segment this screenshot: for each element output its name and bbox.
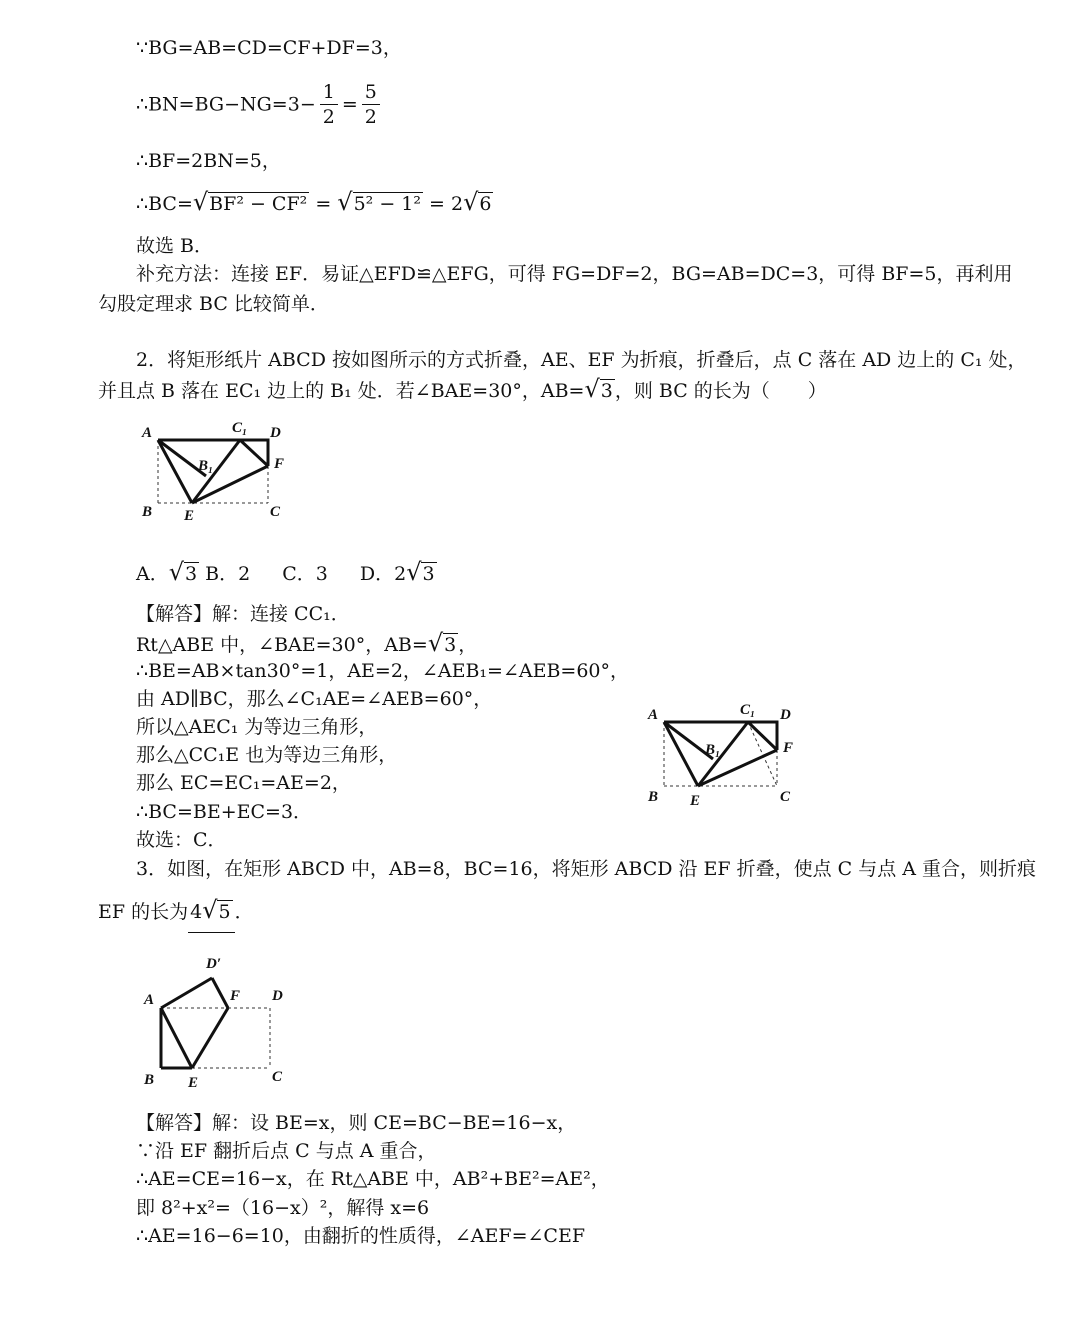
problem3-solution-5: ∴AE=16−6=10，由翻折的性质得，∠AEF=∠CEF	[136, 1225, 586, 1247]
figure-problem2-solution	[642, 698, 812, 813]
answer-coefficient: 4	[190, 901, 203, 923]
problem2-solution-9: 故选：C．	[136, 829, 227, 851]
problem3-solution-4: 即 8²+x²=（16−x）²，解得 x=6	[136, 1197, 430, 1219]
sqrt-icon: √	[168, 558, 185, 586]
line-choose-b: 故选 B．	[136, 235, 214, 257]
sqrt-icon: √	[337, 188, 353, 216]
line-bg-equals: ∵BG=AB=CD=CF+DF=3，	[136, 37, 402, 59]
bn-prefix: ∴BN=BG−NG=3−	[136, 93, 316, 116]
label-e: E	[188, 1075, 199, 1091]
edge-c1f	[748, 722, 777, 750]
question-text: 并且点 B 落在 EC₁ 边上的 B₁ 处．若∠BAE=30°，AB=	[98, 380, 585, 402]
line-supplement-cont: 勾股定理求 BC 比较简单．	[98, 293, 329, 315]
radicand: 5	[218, 901, 231, 923]
sqrt-icon: √	[406, 558, 422, 586]
radicand: 5² − 1²	[353, 193, 421, 215]
label-b1: B₁	[705, 742, 721, 758]
problem2-solution-1: 【解答】解：连接 CC₁．	[136, 603, 350, 625]
solution-text: ，	[458, 634, 478, 656]
bc-prefix: ∴BC=	[136, 193, 193, 215]
radicand: 6	[479, 193, 492, 215]
label-b: B	[144, 1072, 155, 1088]
fraction-five-halves	[362, 80, 380, 129]
label-d-prime: D′	[206, 956, 222, 972]
option-d[interactable]	[359, 558, 437, 586]
label-b1: B₁	[198, 458, 214, 474]
fraction-denominator: 2	[322, 106, 335, 128]
problem2-solution-6: 那么△CC₁E 也为等边三角形，	[136, 744, 398, 766]
problem2-solution-7: 那么 EC=EC₁=AE=2，	[136, 772, 351, 794]
figure-problem3	[136, 950, 306, 1095]
label-d: D	[270, 425, 281, 441]
label-a: A	[142, 425, 153, 441]
sqrt-icon: √	[202, 896, 218, 924]
sqrt-icon: √	[584, 375, 600, 403]
radicand: 3	[185, 563, 198, 585]
option-a-label: A．	[136, 563, 169, 585]
problem3-solution-2: ∵沿 EF 翻折后点 C 与点 A 重合，	[136, 1140, 437, 1162]
label-c1: C₁	[232, 420, 248, 436]
label-a: A	[144, 992, 155, 1008]
radicand: BF² − CF²	[209, 193, 308, 215]
problem2-solution-8: ∴BC=BE+EC=3．	[136, 801, 313, 823]
label-e: E	[690, 793, 701, 809]
equals-sign: =	[341, 93, 358, 116]
line-bn-calc	[136, 80, 384, 129]
fraction-numerator: 5	[362, 80, 380, 105]
fraction-denominator: 2	[364, 106, 377, 128]
edge-d-prime-f	[212, 978, 228, 1008]
option-c[interactable]: C．3	[282, 563, 328, 585]
problem3-question-line2	[98, 898, 254, 933]
label-a: A	[648, 707, 659, 723]
sqrt-icon: √	[192, 188, 209, 216]
question-text: ．	[234, 901, 254, 923]
label-f: F	[230, 988, 241, 1004]
label-f: F	[274, 456, 285, 472]
problem3-question-line1: 3．如图，在矩形 ABCD 中，AB=8，BC=16，将矩形 ABCD 沿 EF 折叠，使点 C 与点 A 重合，则折痕	[136, 858, 1037, 880]
label-c1: C₁	[740, 702, 756, 718]
crease-ef	[192, 1008, 228, 1068]
line-supplement: 补充方法：连接 EF．易证△EFD≌△EFG，可得 FG=DF=2，BG=AB=DC=3，可得 BF=5，再利用	[136, 263, 1013, 285]
fraction-numerator: 1	[320, 80, 338, 105]
edge-c1f	[240, 440, 268, 466]
radicand: 3	[444, 634, 457, 656]
option-d-label: D．2	[359, 563, 407, 585]
question-text: ，则 BC 的长为（ ）	[614, 380, 827, 402]
option-b[interactable]: B．2	[199, 563, 251, 585]
solution-text: Rt△ABE 中，∠BAE=30°，AB=	[136, 634, 428, 656]
sqrt-icon: √	[427, 629, 444, 657]
radicand: 3	[600, 380, 613, 402]
equals-two: = 2	[423, 193, 464, 215]
label-c: C	[272, 1069, 283, 1085]
problem2-question-line2	[98, 377, 827, 403]
problem2-solution-3: ∴BE=AB×tan30°=1，AE=2，∠AEB₁=∠AEB=60°，	[136, 660, 630, 682]
question-text: EF 的长为	[98, 901, 189, 923]
line-bf: ∴BF=2BN=5，	[136, 150, 281, 172]
problem2-options	[136, 560, 437, 586]
figure-problem2	[136, 416, 296, 526]
equals-sign: =	[309, 193, 338, 215]
problem2-question-line1: 2．将矩形纸片 ABCD 按如图所示的方式折叠，AE、EF 为折痕，折叠后，点 C 落在 AD 边上的 C₁ 处，	[136, 349, 1027, 371]
label-b: B	[142, 504, 153, 520]
crease-ae	[664, 722, 698, 786]
edge-ae	[161, 1008, 192, 1068]
label-c: C	[780, 789, 791, 805]
crease-ae	[158, 440, 192, 503]
edge-ad-prime	[161, 978, 212, 1008]
label-d: D	[272, 988, 283, 1004]
problem2-solution-2	[136, 631, 477, 657]
fraction-half	[320, 80, 338, 129]
sqrt-icon: √	[463, 188, 479, 216]
answer-blank	[188, 898, 234, 933]
line-bc-sqrt	[136, 190, 493, 216]
label-c: C	[270, 504, 281, 520]
problem2-solution-5: 所以△AEC₁ 为等边三角形，	[136, 716, 378, 738]
label-d: D	[780, 707, 791, 723]
label-f: F	[783, 740, 794, 756]
problem2-solution-4: 由 AD∥BC，那么∠C₁AE=∠AEB=60°，	[136, 688, 493, 710]
radicand: 3	[422, 563, 435, 585]
label-b: B	[648, 789, 659, 805]
problem3-solution-1: 【解答】解：设 BE=x，则 CE=BC−BE=16−x，	[136, 1112, 577, 1134]
option-a[interactable]	[136, 558, 199, 586]
label-e: E	[184, 508, 195, 524]
dashed-cc1	[748, 722, 777, 786]
problem3-solution-3: ∴AE=CE=16−x，在 Rt△ABE 中，AB²+BE²=AE²，	[136, 1168, 610, 1190]
